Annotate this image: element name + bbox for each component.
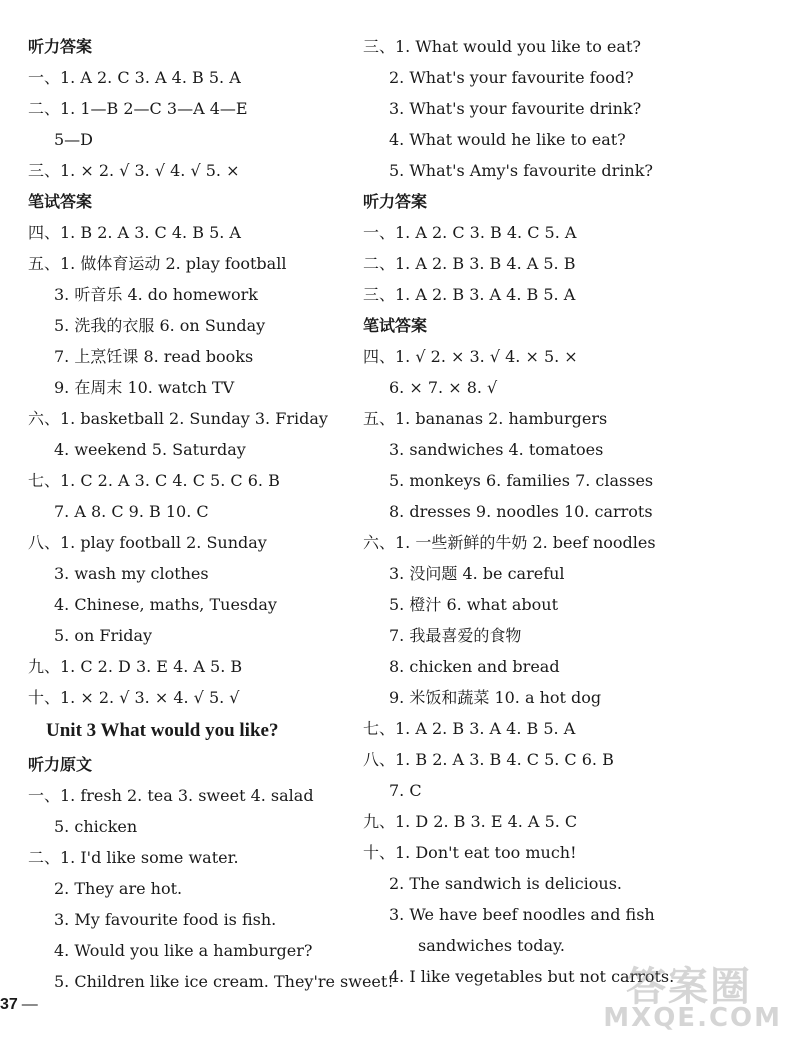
answer-line: 5. What's Amy's favourite drink? [389, 161, 653, 180]
answer-line: 2. What's your favourite food? [389, 68, 634, 87]
answer-line: 3. My favourite food is fish. [54, 910, 277, 929]
answer-line: 十、1. × 2. √ 3. × 4. √ 5. √ [28, 688, 240, 707]
answer-line: 三、1. A 2. B 3. A 4. B 5. A [363, 285, 576, 304]
answer-line: 5. 洗我的衣服 6. on Sunday [54, 316, 266, 335]
answer-line: 5. Children like ice cream. They're sweet! [54, 972, 394, 991]
answer-line: 7. 我最喜爱的食物 [389, 626, 522, 645]
section-heading: 笔试答案 [28, 192, 93, 211]
answer-line: 4. What would he like to eat? [389, 130, 626, 149]
answer-line: 二、1. A 2. B 3. B 4. A 5. B [363, 254, 576, 273]
answer-line: 5. 橙汁 6. what about [389, 595, 558, 614]
watermark-bottom-text: MXQE.COM [603, 1003, 782, 1033]
answer-line: 4. Chinese, maths, Tuesday [54, 595, 277, 614]
answer-line: 三、1. What would you like to eat? [363, 37, 641, 56]
answer-line: 3. 听音乐 4. do homework [54, 285, 259, 304]
answer-line: 五、1. bananas 2. hamburgers [363, 409, 608, 428]
answer-line: 5—D [54, 130, 94, 149]
answer-line: 4. I like vegetables but not carrots. [389, 967, 675, 986]
answer-line: 四、1. √ 2. × 3. √ 4. × 5. × [363, 347, 578, 366]
answer-line: 二、1. I'd like some water. [28, 848, 239, 867]
answer-line: 九、1. D 2. B 3. E 4. A 5. C [363, 812, 578, 831]
answer-line: 5. chicken [54, 817, 138, 836]
section-heading: 听力答案 [363, 192, 428, 211]
answer-line: 7. C [389, 781, 422, 800]
watermark-top-text: 答案圈 [626, 964, 752, 1010]
answer-line: 2. The sandwich is delicious. [389, 874, 623, 893]
answer-line: 八、1. play football 2. Sunday [28, 533, 267, 552]
section-heading: 听力原文 [28, 755, 93, 774]
left-column [28, 31, 394, 997]
answer-line: 一、1. fresh 2. tea 3. sweet 4. salad [28, 786, 314, 805]
answer-line: 六、1. basketball 2. Sunday 3. Friday [28, 409, 328, 428]
answer-line: 8. chicken and bread [389, 657, 560, 676]
page-number [0, 996, 38, 1014]
answer-line: 3. What's your favourite drink? [389, 99, 642, 118]
answer-line: 6. × 7. × 8. √ [389, 378, 498, 397]
answer-line: 5. monkeys 6. families 7. classes [389, 471, 654, 490]
answer-line: 3. sandwiches 4. tomatoes [389, 440, 604, 459]
unit-title: Unit 3 What would you like? [46, 720, 279, 741]
answer-line: 二、1. 1—B 2—C 3—A 4—E [28, 99, 248, 118]
answer-line: 三、1. × 2. √ 3. √ 4. √ 5. × [28, 161, 240, 180]
answer-line: 9. 米饭和蔬菜 10. a hot dog [389, 688, 602, 707]
answer-line: 4. Would you like a hamburger? [54, 941, 313, 960]
right-column [363, 31, 783, 992]
answer-line: sandwiches today. [418, 936, 565, 955]
section-heading: 听力答案 [28, 37, 93, 56]
answer-line: 2. They are hot. [54, 879, 183, 898]
answer-line: 七、1. C 2. A 3. C 4. C 5. C 6. B [28, 471, 280, 490]
page-number-dash: — [21, 996, 38, 1013]
answer-line: 一、1. A 2. C 3. A 4. B 5. A [28, 68, 241, 87]
answer-line: 九、1. C 2. D 3. E 4. A 5. B [28, 657, 243, 676]
answer-line: 8. dresses 9. noodles 10. carrots [389, 502, 653, 521]
section-heading: 笔试答案 [363, 316, 428, 335]
answer-line: 十、1. Don't eat too much! [363, 843, 577, 862]
answer-line: 7. 上烹饪课 8. read books [54, 347, 254, 366]
answer-line: 四、1. B 2. A 3. C 4. B 5. A [28, 223, 241, 242]
answer-line: 9. 在周末 10. watch TV [54, 378, 235, 397]
page-number-value: 37 [0, 996, 18, 1013]
answer-line: 3. wash my clothes [54, 564, 209, 583]
answer-line: 7. A 8. C 9. B 10. C [54, 502, 209, 521]
answer-line: 4. weekend 5. Saturday [54, 440, 246, 459]
answer-line: 3. 没问题 4. be careful [389, 564, 565, 583]
answer-line: 5. on Friday [54, 626, 153, 645]
answer-line: 六、1. 一些新鲜的牛奶 2. beef noodles [363, 533, 656, 552]
answer-line: 一、1. A 2. C 3. B 4. C 5. A [363, 223, 577, 242]
answer-line: 八、1. B 2. A 3. B 4. C 5. C 6. B [363, 750, 614, 769]
answer-line: 3. We have beef noodles and fish [389, 905, 655, 924]
answer-line: 七、1. A 2. B 3. A 4. B 5. A [363, 719, 576, 738]
answer-line: 五、1. 做体育运动 2. play football [28, 254, 287, 273]
watermark-logo [602, 955, 782, 1035]
